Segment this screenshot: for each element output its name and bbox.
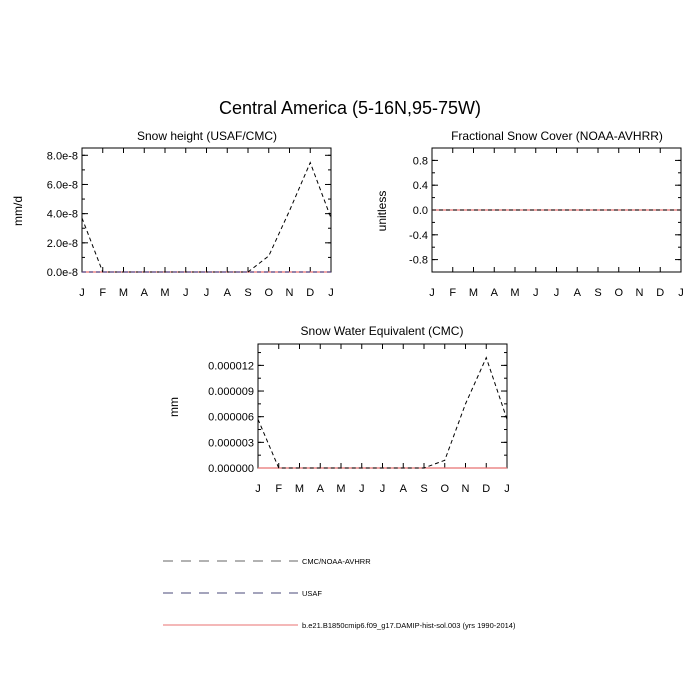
x-tick-label: S bbox=[244, 287, 252, 299]
y-axis-label: mm/d bbox=[11, 196, 25, 226]
x-tick-label: O bbox=[614, 287, 624, 299]
y-tick-label: 2.0e-8 bbox=[46, 237, 78, 250]
legend-label: CMC/NOAA-AVHRR bbox=[302, 557, 371, 566]
y-tick-label: 0.000003 bbox=[208, 437, 254, 450]
x-tick-label: J bbox=[359, 483, 365, 495]
x-tick-label: M bbox=[510, 287, 520, 299]
x-tick-label: S bbox=[420, 483, 428, 495]
y-tick-label: -0.8 bbox=[409, 254, 428, 267]
panel-title: Snow height (USAF/CMC) bbox=[136, 129, 278, 143]
x-tick-label: J bbox=[379, 483, 386, 495]
x-tick-label: M bbox=[160, 287, 170, 299]
x-tick-label: F bbox=[449, 287, 457, 299]
x-tick-label: J bbox=[553, 287, 560, 299]
x-tick-label: F bbox=[275, 483, 283, 495]
x-tick-label: O bbox=[264, 287, 274, 299]
y-tick-label: 0.000009 bbox=[208, 386, 254, 399]
y-tick-label: 0.0e-8 bbox=[46, 267, 78, 279]
x-tick-label: M bbox=[118, 287, 129, 299]
series-line bbox=[258, 358, 507, 468]
y-tick-label: 4.0e-8 bbox=[46, 208, 78, 221]
x-tick-label: O bbox=[440, 483, 450, 495]
panel-snow-water-equivalent bbox=[167, 324, 510, 495]
x-tick-label: F bbox=[99, 287, 107, 299]
x-tick-label: J bbox=[79, 287, 85, 299]
x-tick-label: J bbox=[183, 287, 189, 299]
x-tick-label: A bbox=[316, 483, 324, 495]
legend bbox=[163, 557, 516, 630]
x-tick-label: D bbox=[482, 483, 491, 495]
panel-fractional-snow-cover bbox=[375, 129, 684, 299]
x-tick-label: J bbox=[678, 287, 684, 299]
x-tick-label: M bbox=[336, 483, 346, 495]
x-tick-label: D bbox=[656, 287, 665, 299]
plot-frame bbox=[82, 148, 331, 272]
x-tick-label: J bbox=[429, 287, 435, 299]
x-tick-label: J bbox=[255, 483, 261, 495]
y-tick-label: 6.0e-8 bbox=[46, 179, 78, 192]
y-tick-label: 0.000012 bbox=[208, 360, 254, 373]
x-tick-label: M bbox=[468, 287, 479, 299]
y-tick-label: 0.4 bbox=[412, 180, 428, 193]
y-tick-label: 0.000000 bbox=[208, 463, 254, 475]
x-tick-label: A bbox=[490, 287, 498, 299]
legend-label: USAF bbox=[302, 589, 323, 598]
x-tick-label: J bbox=[328, 287, 334, 299]
x-tick-label: A bbox=[140, 287, 148, 299]
series-line bbox=[82, 163, 331, 272]
x-tick-label: J bbox=[203, 287, 210, 299]
y-tick-label: 0.8 bbox=[412, 155, 428, 168]
plot-frame bbox=[258, 344, 507, 468]
x-tick-label: N bbox=[461, 483, 470, 495]
x-tick-label: J bbox=[504, 483, 510, 495]
y-tick-label: 8.0e-8 bbox=[46, 150, 78, 163]
x-tick-label: J bbox=[533, 287, 539, 299]
panel-title: Fractional Snow Cover (NOAA-AVHRR) bbox=[451, 129, 663, 143]
figure-title: Central America (5-16N,95-75W) bbox=[218, 98, 482, 118]
x-tick-label: D bbox=[306, 287, 315, 299]
y-tick-label: -0.4 bbox=[409, 229, 428, 242]
y-axis-label: mm bbox=[167, 397, 181, 417]
x-tick-label: A bbox=[223, 287, 231, 299]
x-tick-label: N bbox=[635, 287, 644, 299]
panel-snow-height bbox=[11, 129, 334, 299]
x-tick-label: N bbox=[285, 287, 294, 299]
y-axis-label: unitless bbox=[375, 190, 389, 232]
y-tick-label: 0.0 bbox=[412, 205, 428, 217]
y-tick-label: 0.000006 bbox=[208, 411, 254, 424]
x-tick-label: A bbox=[399, 483, 407, 495]
x-tick-label: M bbox=[294, 483, 305, 495]
panel-title: Snow Water Equivalent (CMC) bbox=[300, 324, 464, 338]
x-tick-label: S bbox=[594, 287, 602, 299]
x-tick-label: A bbox=[573, 287, 581, 299]
legend-label: b.e21.B1850cmip6.f09_g17.DAMIP-hist-sol.003 (yrs 1990-2014) bbox=[302, 621, 516, 630]
